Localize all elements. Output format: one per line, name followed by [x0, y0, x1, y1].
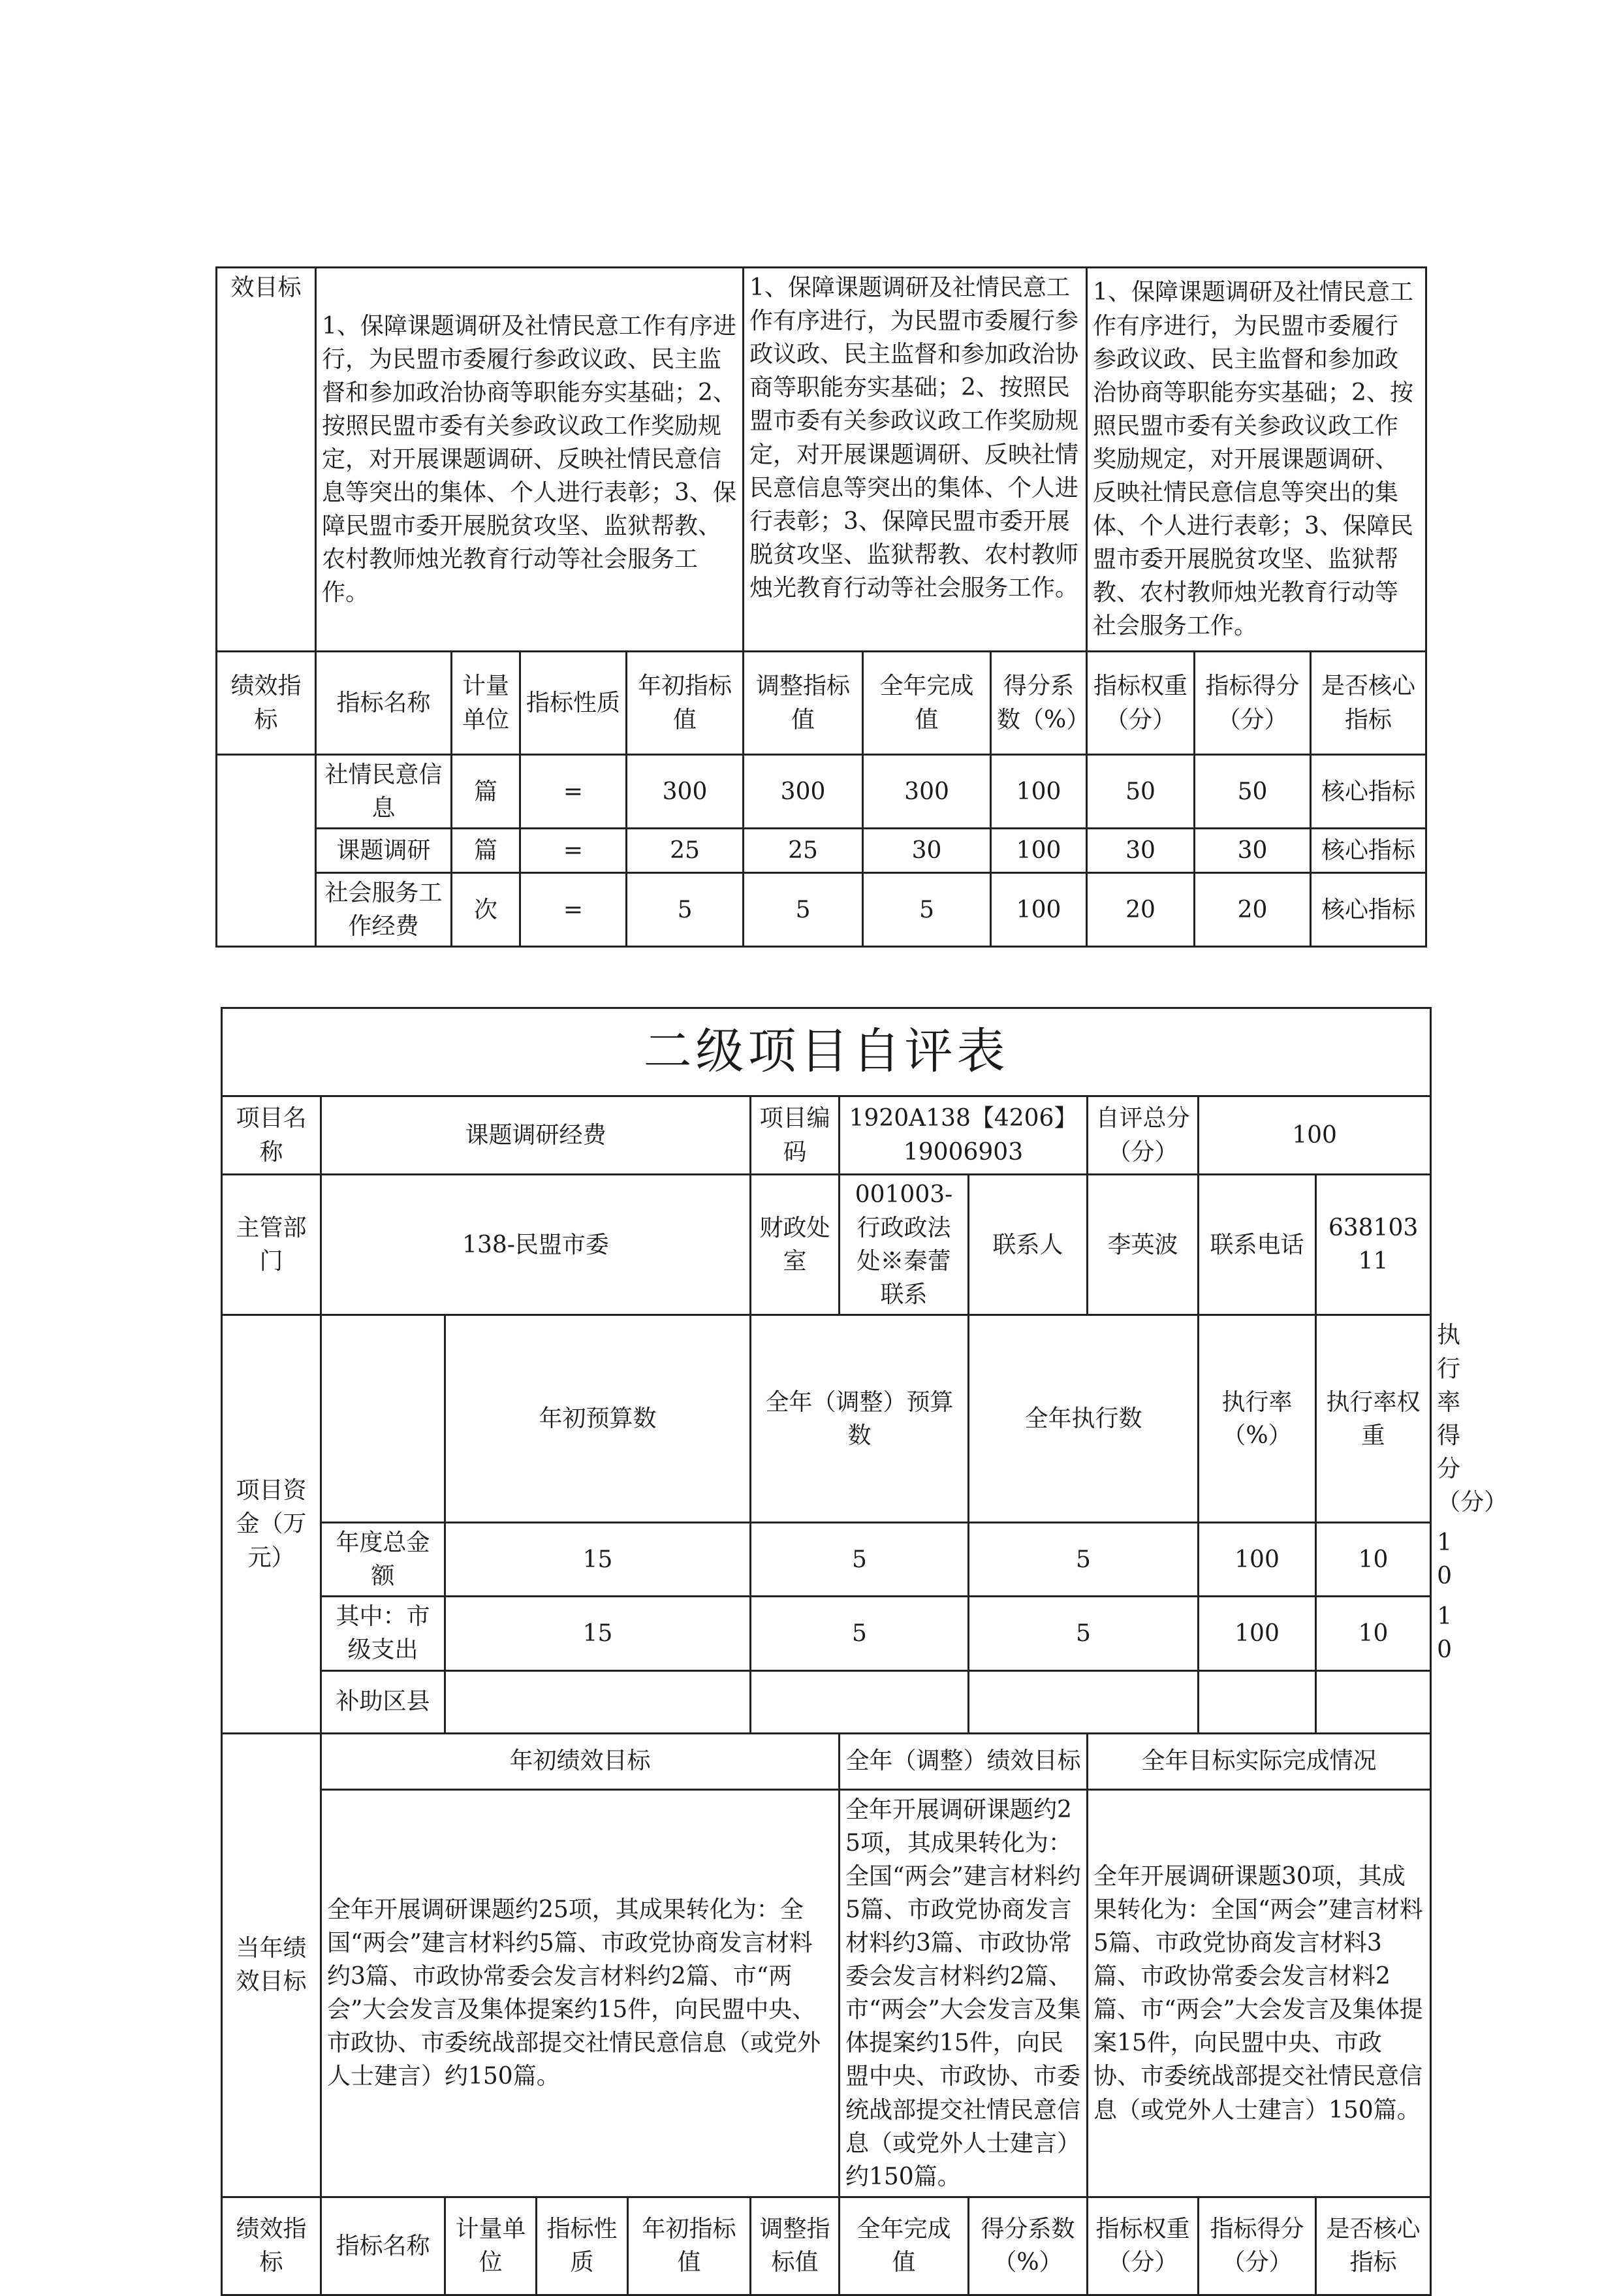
col-header: 是否核心指标 — [1316, 2197, 1431, 2295]
goal-actual-text: 全年开展调研课题30项，其成果转化为：全国“两会”建言材料5篇、市政党协商发言材料3篇、市政协常委会发言材料2篇、市“两会”大会发言及集体提案15件，向民盟中央、市政协、市委统战部提交社情民意信息（或党外人士建言）150篇。 — [1088, 1789, 1431, 2197]
goal-label: 效目标 — [217, 268, 316, 652]
score-total-label: 自评总分（分） — [1088, 1096, 1199, 1175]
indicator-section-label: 绩效指标 — [217, 652, 316, 755]
phone-label: 联系电话 — [1199, 1175, 1316, 1315]
form-title: 二级项目自评表 — [222, 1008, 1431, 1096]
table-cell: 300 — [627, 755, 744, 829]
table-row: 其中：市级支出 15 5 5 100 10 10 — [222, 1597, 1431, 1670]
goal-header-initial: 年初绩效目标 — [321, 1733, 840, 1789]
table-cell: 核心指标 — [1311, 829, 1426, 873]
table-cell: 10 — [1316, 1523, 1431, 1597]
col-header: 全年完成值 — [840, 2197, 969, 2295]
blank-cell — [321, 1315, 445, 1523]
table-cell: 核心指标 — [1311, 873, 1426, 947]
annual-goal-label: 当年绩效目标 — [222, 1733, 321, 2197]
table-cell: = — [520, 755, 627, 829]
blank-cell — [217, 755, 316, 947]
score-total-value: 100 — [1199, 1096, 1431, 1175]
table-cell: 25 — [627, 829, 744, 873]
finance-value: 001003-行政政法处※秦蕾联系 — [840, 1175, 969, 1315]
col-header: 计量单位 — [445, 2197, 537, 2295]
col-header: 计量单位 — [452, 652, 520, 755]
table-cell: 300 — [744, 755, 863, 829]
table-cell: = — [520, 873, 627, 947]
row-label: 其中：市级支出 — [321, 1597, 445, 1670]
table-cell — [1316, 1670, 1431, 1733]
table-cell: 100 — [1199, 1523, 1316, 1597]
table-cell: 5 — [627, 873, 744, 947]
table-row — [217, 755, 1426, 829]
indicator-section-label: 绩效指标 — [222, 2197, 321, 2295]
table-cell — [1199, 1670, 1316, 1733]
performance-table-continued — [215, 266, 1427, 948]
table-cell: = — [520, 829, 627, 873]
col-header: 全年（调整）预算数 — [751, 1315, 969, 1523]
col-header: 执行率权重 — [1316, 1315, 1431, 1523]
table-cell: 篇 — [452, 755, 520, 829]
dept-value: 138-民盟市委 — [321, 1175, 751, 1315]
contact-value: 李英波 — [1088, 1175, 1199, 1315]
table-cell: 30 — [863, 829, 991, 873]
contact-label: 联系人 — [969, 1175, 1088, 1315]
fund-label: 项目资金（万元） — [222, 1315, 321, 1733]
table-cell: 5 — [969, 1523, 1199, 1597]
finance-label: 财政处室 — [751, 1175, 840, 1315]
table-cell: 社会服务工作经费 — [316, 873, 452, 947]
col-header: 调整指标值 — [751, 2197, 840, 2295]
col-header: 指标性质 — [537, 2197, 628, 2295]
table-cell: 5 — [751, 1523, 969, 1597]
table-cell: 5 — [751, 1597, 969, 1670]
col-header: 是否核心指标 — [1311, 652, 1426, 755]
col-header: 指标得分（分） — [1195, 652, 1311, 755]
table-cell: 核心指标 — [1311, 755, 1426, 829]
project-code-value: 1920A138【4206】19006903 — [840, 1096, 1088, 1175]
col-header: 全年执行数 — [969, 1315, 1199, 1523]
col-header: 指标名称 — [316, 652, 452, 755]
table-cell: 30 — [1195, 829, 1311, 873]
col-header: 指标性质 — [520, 652, 627, 755]
col-header: 年初指标值 — [628, 2197, 751, 2295]
table-cell: 300 — [863, 755, 991, 829]
project-code-label: 项目编码 — [751, 1096, 840, 1175]
table-cell: 50 — [1087, 755, 1195, 829]
goal-adjusted-text: 1、保障课题调研及社情民意工作有序进行，为民盟市委履行参政议政、民主监督和参加政治协商等职能夯实基础；2、按照民盟市委有关参政议政工作奖励规定，对开展课题调研、反映社情民意信息等突出的集体、个人进行表彰；3、保障民盟市委开展脱贫攻坚、监狱帮教、农村教师烛光教育行动等社会服务工作。 — [744, 268, 1087, 652]
table-cell: 30 — [1087, 829, 1195, 873]
row-label: 补助区县 — [321, 1670, 445, 1733]
table-cell: 50 — [1195, 755, 1311, 829]
col-header: 年初指标值 — [627, 652, 744, 755]
table-cell: 篇 — [452, 829, 520, 873]
goal-header-adjusted: 全年（调整）绩效目标 — [840, 1733, 1088, 1789]
table-cell: 5 — [969, 1597, 1199, 1670]
col-header: 得分系数（%） — [991, 652, 1087, 755]
dept-label: 主管部门 — [222, 1175, 321, 1315]
table-row: 年度总金额 15 5 5 100 10 10 — [222, 1523, 1431, 1597]
table-cell: 课题调研 — [316, 829, 452, 873]
col-header: 得分系数（%） — [969, 2197, 1088, 2295]
table-cell: 20 — [1195, 873, 1311, 947]
table-cell — [445, 1670, 751, 1733]
table-cell: 100 — [1199, 1597, 1316, 1670]
table-cell — [969, 1670, 1199, 1733]
goal-initial-text: 全年开展调研课题约25项，其成果转化为：全国“两会”建言材料约5篇、市政党协商发言材料约3篇、市政协常委会发言材料约2篇、市“两会”大会发言及集体提案约15件，向民盟中央、市政协、市委统战部提交社情民意信息（或党外人士建言）约150篇。 — [321, 1789, 840, 2197]
table-cell: 25 — [744, 829, 863, 873]
project-self-evaluation-table: 二级项目自评表 项目名称 课题调研经费 项目编码 1920A138【4206】19006903 自评总分（分） 100 主管部门 138-民盟市委 财政处室 001003-行政政法处※秦蕾联系 联系人 李英波 联系电话 63810311 项目资金（万元） 年初预算数 全年（调整）预算数 全年执行数 执行率（%） 执行率权重 执行率得分（分） 年度总金额 15 5 5 100 10 10 其中：市级支出 15 5 5 100 10 10 补助区县 当年绩效目标 年初绩效目标 全年（调整）绩效目标 全年目标实际完成情况 全年开展调研课题约25项，其成果转化为：全国“两会”建言材料约5篇、市政党协商发言材料约3篇、市政协常委会发言材料约2篇、市“两会”大会发言及集体提案约15件，向民盟中央、市政协、市委统战部提交社情民意信息（或党外人士建言）约150篇。 全年开展调研课题约25项，其成果转化为：全国“两会”建言材料约5篇、市政党协商发言材料约3篇、市政协常委会发言材料约2篇、市“两会”大会发言及集体提案约15件，向民盟中央、市政协、市委统战部提交社情民意信息（或党外人士建言）约150篇。 全年开展调研课题30项，其成果转化为：全国“两会”建言材料5篇、市政党协商发言材料3篇、市政协常委会发言材料2篇、市“两会”大会发言及集体提案15件，向民盟中央、市政协、市委统战部提交社情民意信息（或党外人士建言）150篇。 绩效指标 指标名称 计量单位 指标性质 年初指标值 调整指标值 全年完成值 得分系数（%） 指标权重（分） 指标得分（分） 是否核心指标 — [221, 1007, 1432, 2296]
goal-actual-text: 1、保障课题调研及社情民意工作有序进行，为民盟市委履行参政议政、民主监督和参加政治协商等职能夯实基础；2、按照民盟市委有关参政议政工作奖励规定，对开展课题调研、反映社情民意信息等突出的集体、个人进行表彰；3、保障民盟市委开展脱贫攻坚、监狱帮教、农村教师烛光教育行动等社会服务工作。 — [1087, 268, 1426, 652]
table-cell: 15 — [445, 1523, 751, 1597]
table-row — [217, 829, 1426, 873]
table-cell: 5 — [744, 873, 863, 947]
col-header: 指标得分（分） — [1199, 2197, 1316, 2295]
col-header: 执行率（%） — [1199, 1315, 1316, 1523]
project-name-value: 课题调研经费 — [321, 1096, 751, 1175]
table-cell — [751, 1670, 969, 1733]
goal-adjusted-text: 全年开展调研课题约25项，其成果转化为：全国“两会”建言材料约5篇、市政党协商发言材料约3篇、市政协常委会发言材料约2篇、市“两会”大会发言及集体提案约15件，向民盟中央、市政协、市委统战部提交社情民意信息（或党外人士建言）约150篇。 — [840, 1789, 1088, 2197]
goal-initial-text: 1、保障课题调研及社情民意工作有序进行，为民盟市委履行参政议政、民主监督和参加政治协商等职能夯实基础；2、按照民盟市委有关参政议政工作奖励规定，对开展课题调研、反映社情民意信息等突出的集体、个人进行表彰；3、保障民盟市委开展脱贫攻坚、监狱帮教、农村教师烛光教育行动等社会服务工作。 — [316, 268, 744, 652]
row-label: 年度总金额 — [321, 1523, 445, 1597]
table-cell: 社情民意信息 — [316, 755, 452, 829]
col-header: 指标权重（分） — [1087, 652, 1195, 755]
col-header: 调整指标值 — [744, 652, 863, 755]
table-row — [217, 873, 1426, 947]
phone-value: 63810311 — [1316, 1175, 1431, 1315]
table-cell: 15 — [445, 1597, 751, 1670]
table-cell: 5 — [863, 873, 991, 947]
table-cell: 100 — [991, 873, 1087, 947]
goal-header-actual: 全年目标实际完成情况 — [1088, 1733, 1431, 1789]
table-cell: 10 — [1316, 1597, 1431, 1670]
table-cell: 100 — [991, 755, 1087, 829]
table-cell: 20 — [1087, 873, 1195, 947]
table-cell: 次 — [452, 873, 520, 947]
project-name-label: 项目名称 — [222, 1096, 321, 1175]
col-header: 指标名称 — [321, 2197, 445, 2295]
col-header: 年初预算数 — [445, 1315, 751, 1523]
col-header: 指标权重（分） — [1088, 2197, 1199, 2295]
col-header: 全年完成值 — [863, 652, 991, 755]
table-cell: 100 — [991, 829, 1087, 873]
table-row — [222, 1670, 1431, 1733]
